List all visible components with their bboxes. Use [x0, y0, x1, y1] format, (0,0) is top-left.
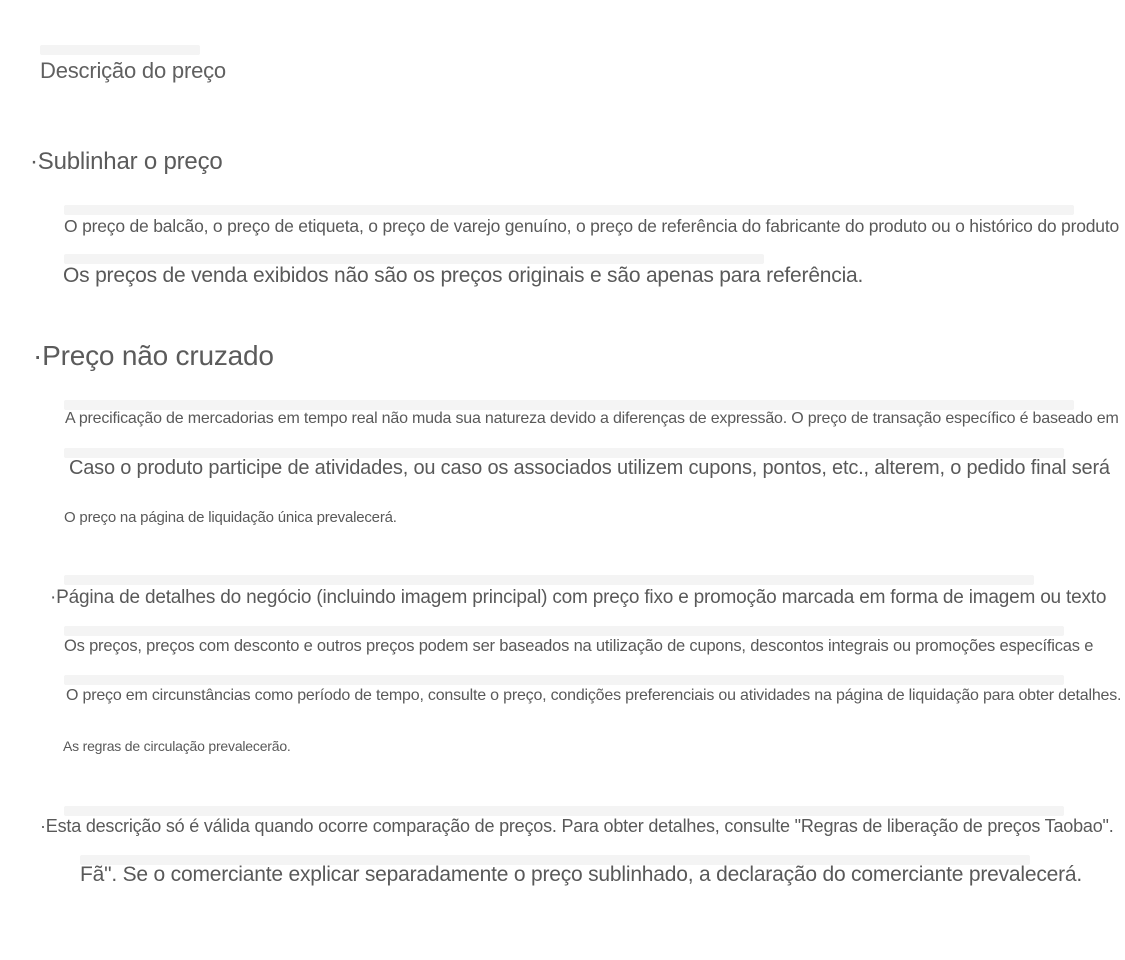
section-heading-underline-price: ·Sublinhar o preço	[30, 148, 223, 175]
section-line: O preço na página de liquidação única prevalecerá.	[64, 509, 397, 526]
section-line: Caso o produto participe de atividades, ou caso os associados utilizem cupons, pontos, etc., alterem, o pedido final será	[69, 457, 1110, 479]
section-line: Fã". Se o comerciante explicar separadamente o preço sublinhado, a declaração do comerciante prevalecerá.	[80, 863, 1083, 886]
section-line: O preço em circunstâncias como período de tempo, consulte o preço, condições preferenciais ou atividades na página de liquidação para obter detalhes.	[66, 687, 1122, 704]
section-line: Os preços de venda exibidos não são os preços originais e são apenas para referência.	[63, 264, 864, 287]
background-ghost-text	[64, 675, 1064, 685]
section-line: As regras de circulação prevalecerão.	[63, 738, 291, 754]
background-ghost-text	[64, 575, 1034, 585]
background-ghost-text	[40, 45, 200, 55]
background-ghost-text	[64, 400, 1074, 410]
section-line: Os preços, preços com desconto e outros preços podem ser baseados na utilização de cupons, descontos integrais ou promoções específicas e	[64, 637, 1094, 655]
background-ghost-text	[64, 626, 1064, 636]
section-heading-detail-page: ·Página de detalhes do negócio (incluindo imagem principal) com preço fixo e promoção marcada em forma de imagem ou texto	[50, 587, 1107, 608]
section-line: A precificação de mercadorias em tempo real não muda sua natureza devido a diferenças de expressão. O preço de transação específico é baseado em	[65, 410, 1119, 427]
background-ghost-text	[64, 254, 764, 264]
page-title: Descrição do preço	[40, 58, 226, 83]
section-heading-validity: ·Esta descrição só é válida quando ocorre comparação de preços. Para obter detalhes, consulte "Regras de liberação de preços Taobao".	[40, 816, 1114, 836]
section-line: O preço de balcão, o preço de etiqueta, o preço de varejo genuíno, o preço de referência do fabricante do produto ou o histórico do produto	[64, 216, 1120, 236]
background-ghost-text	[64, 806, 1064, 816]
section-heading-uncrossed-price: ·Preço não cruzado	[33, 340, 274, 371]
background-ghost-text	[64, 205, 1074, 215]
